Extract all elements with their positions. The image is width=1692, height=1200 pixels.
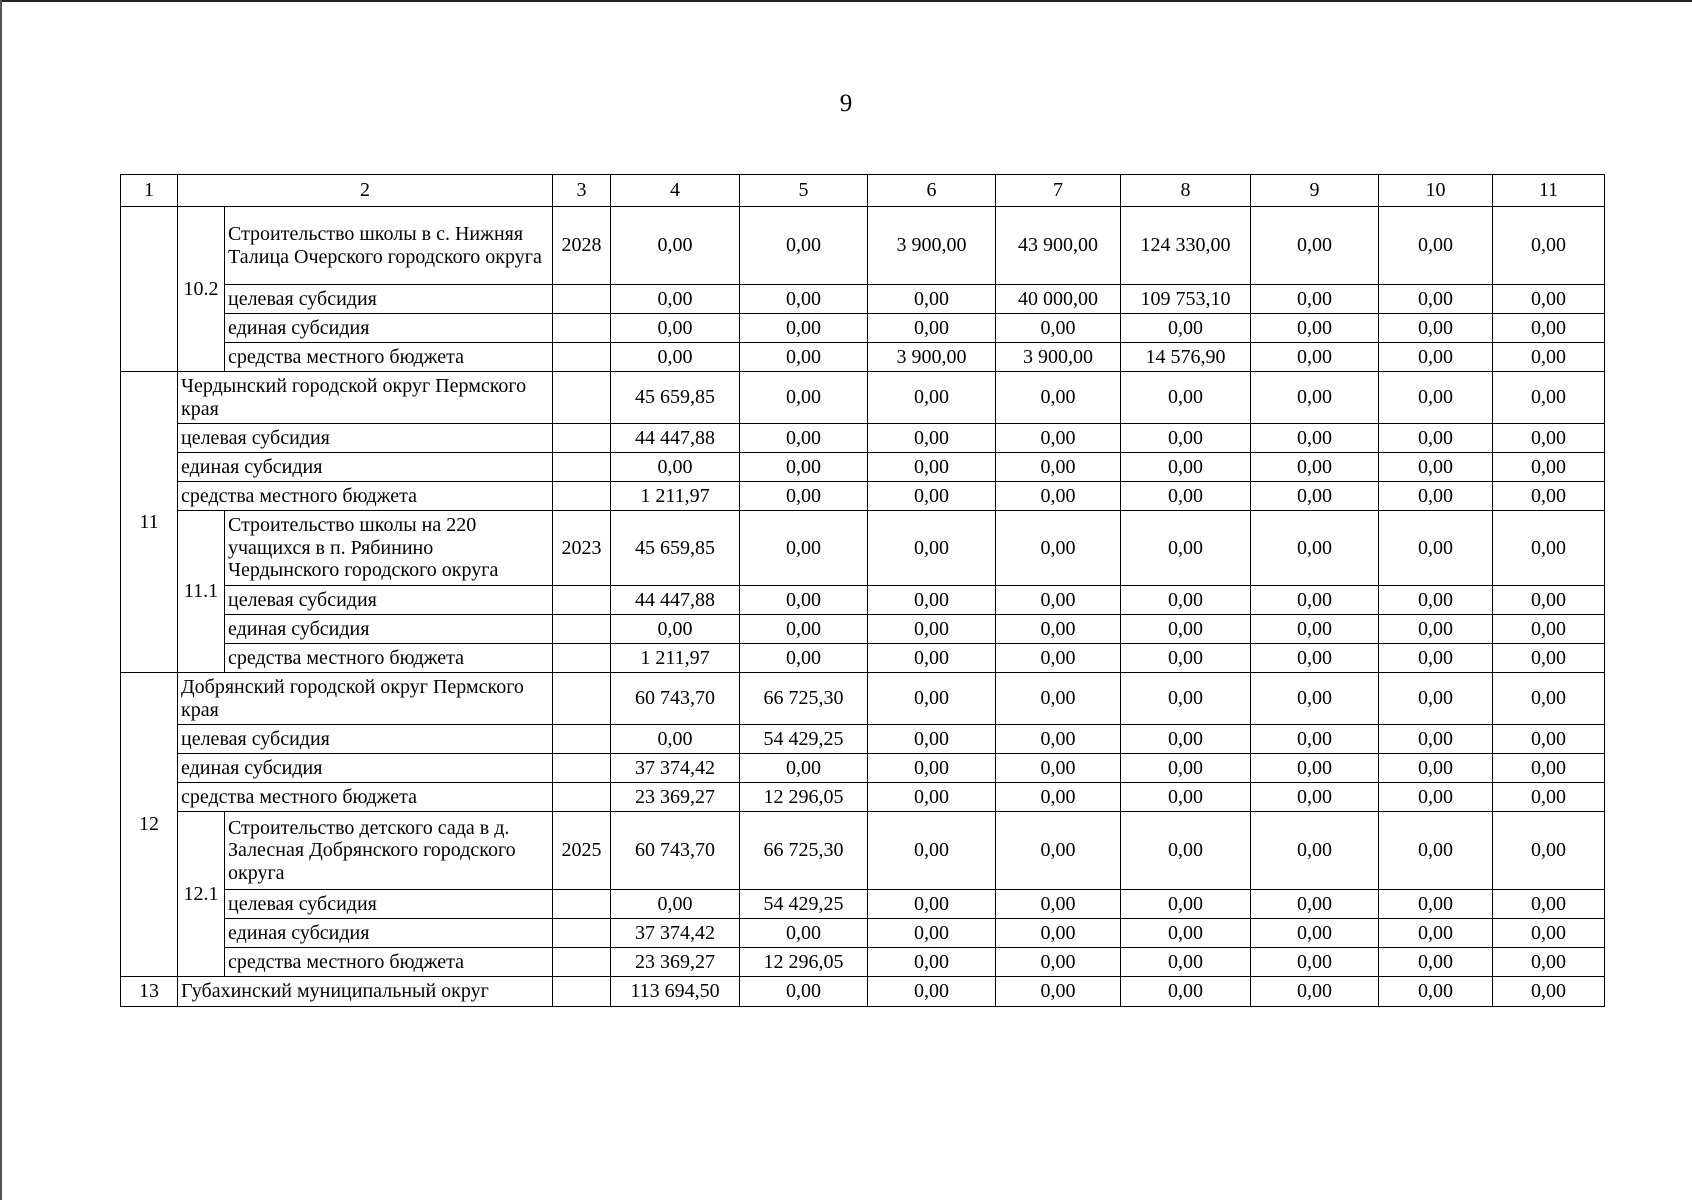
value-cell: 0,00: [1251, 453, 1379, 482]
subsection-name: Строительство школы на 220 учащихся в п. Рябинино Чердынского городского округа: [225, 511, 553, 586]
value-cell: 0,00: [1121, 372, 1251, 424]
subsection-number: 11.1: [178, 511, 225, 673]
value-cell: 0,00: [1379, 644, 1493, 673]
value-cell: 0,00: [740, 343, 868, 372]
year-cell: [553, 725, 611, 754]
value-cell: 0,00: [868, 314, 996, 343]
value-cell: 0,00: [1121, 673, 1251, 725]
year-cell: [553, 615, 611, 644]
value-cell: 0,00: [1251, 207, 1379, 285]
value-cell: 0,00: [996, 586, 1121, 615]
value-cell: 0,00: [1121, 754, 1251, 783]
value-cell: 0,00: [996, 424, 1121, 453]
funding-source-label: единая субсидия: [225, 919, 553, 948]
funding-row: [121, 615, 1605, 644]
value-cell: 0,00: [1379, 482, 1493, 511]
value-cell: 0,00: [1121, 783, 1251, 812]
value-cell: 0,00: [740, 919, 868, 948]
value-cell: 0,00: [740, 424, 868, 453]
group-number: 13: [121, 977, 178, 1007]
value-cell: 0,00: [1121, 644, 1251, 673]
subsection-name: Строительство детского сада в д. Залесная Добрянского городского округа: [225, 812, 553, 890]
subsection-name: Строительство школы в с. Нижняя Талица Очерского городского округа: [225, 207, 553, 285]
value-cell: 12 296,05: [740, 783, 868, 812]
value-cell: 0,00: [1121, 812, 1251, 890]
funding-row: [121, 919, 1605, 948]
value-cell: 0,00: [740, 615, 868, 644]
value-cell: 0,00: [1493, 919, 1605, 948]
value-cell: 0,00: [868, 919, 996, 948]
value-cell: 0,00: [868, 754, 996, 783]
value-cell: 0,00: [1493, 482, 1605, 511]
value-cell: 0,00: [868, 372, 996, 424]
value-cell: 0,00: [1379, 948, 1493, 977]
value-cell: 0,00: [1121, 424, 1251, 453]
scan-border-left: [0, 0, 2, 1200]
value-cell: 0,00: [1379, 977, 1493, 1007]
value-cell: 0,00: [1251, 372, 1379, 424]
subsection-row: [121, 207, 1605, 285]
value-cell: 0,00: [1251, 725, 1379, 754]
funding-row: [121, 890, 1605, 919]
year-cell: [553, 482, 611, 511]
value-cell: 0,00: [1493, 424, 1605, 453]
value-cell: 45 659,85: [611, 372, 740, 424]
funding-row: [121, 453, 1605, 482]
value-cell: 0,00: [1379, 207, 1493, 285]
value-cell: 0,00: [1251, 977, 1379, 1007]
value-cell: 0,00: [1251, 343, 1379, 372]
value-cell: 0,00: [611, 725, 740, 754]
value-cell: 0,00: [868, 511, 996, 586]
funding-source-label: целевая субсидия: [225, 890, 553, 919]
funding-row: [121, 424, 1605, 453]
value-cell: 0,00: [1493, 948, 1605, 977]
column-header: 4: [611, 175, 740, 207]
year-cell: [553, 890, 611, 919]
funding-row: [121, 948, 1605, 977]
value-cell: 0,00: [1251, 919, 1379, 948]
value-cell: 0,00: [996, 314, 1121, 343]
value-cell: 37 374,42: [611, 754, 740, 783]
value-cell: 0,00: [1251, 890, 1379, 919]
year-cell: [553, 285, 611, 314]
value-cell: 0,00: [996, 644, 1121, 673]
value-cell: 0,00: [996, 511, 1121, 586]
year-cell: [553, 372, 611, 424]
value-cell: 0,00: [1251, 586, 1379, 615]
value-cell: 44 447,88: [611, 424, 740, 453]
funding-row: [121, 586, 1605, 615]
value-cell: 0,00: [1493, 615, 1605, 644]
value-cell: 0,00: [740, 372, 868, 424]
value-cell: 3 900,00: [868, 343, 996, 372]
funding-source-label: средства местного бюджета: [225, 644, 553, 673]
funding-source-label: средства местного бюджета: [178, 482, 553, 511]
funding-row: [121, 754, 1605, 783]
value-cell: 60 743,70: [611, 673, 740, 725]
value-cell: 0,00: [740, 977, 868, 1007]
value-cell: 0,00: [1251, 424, 1379, 453]
value-cell: 0,00: [1379, 812, 1493, 890]
value-cell: 0,00: [740, 453, 868, 482]
value-cell: 109 753,10: [1121, 285, 1251, 314]
group-row: [121, 372, 1605, 424]
group-row: [121, 977, 1605, 1007]
value-cell: 0,00: [1251, 948, 1379, 977]
value-cell: 40 000,00: [996, 285, 1121, 314]
value-cell: 0,00: [868, 977, 996, 1007]
subsection-number: 10.2: [178, 207, 225, 372]
value-cell: 0,00: [1493, 343, 1605, 372]
value-cell: 0,00: [1379, 343, 1493, 372]
value-cell: 0,00: [740, 644, 868, 673]
year-cell: [553, 673, 611, 725]
value-cell: 0,00: [1493, 783, 1605, 812]
value-cell: 0,00: [1493, 285, 1605, 314]
value-cell: 0,00: [1493, 511, 1605, 586]
value-cell: 0,00: [868, 586, 996, 615]
value-cell: 43 900,00: [996, 207, 1121, 285]
value-cell: 0,00: [868, 812, 996, 890]
funding-row: [121, 783, 1605, 812]
value-cell: 0,00: [1493, 372, 1605, 424]
value-cell: 0,00: [1121, 948, 1251, 977]
value-cell: 0,00: [868, 615, 996, 644]
value-cell: 54 429,25: [740, 890, 868, 919]
funding-source-label: средства местного бюджета: [225, 343, 553, 372]
subsection-row: [121, 511, 1605, 586]
year-cell: [553, 754, 611, 783]
column-header: 6: [868, 175, 996, 207]
value-cell: 0,00: [868, 890, 996, 919]
value-cell: 0,00: [1379, 725, 1493, 754]
value-cell: 0,00: [611, 453, 740, 482]
group-row: [121, 673, 1605, 725]
year-cell: 2025: [553, 812, 611, 890]
value-cell: 23 369,27: [611, 948, 740, 977]
scan-border-top: [0, 0, 1692, 2]
year-cell: [553, 919, 611, 948]
funding-source-label: целевая субсидия: [225, 285, 553, 314]
funding-row: [121, 725, 1605, 754]
value-cell: 0,00: [1251, 285, 1379, 314]
year-cell: [553, 343, 611, 372]
value-cell: 0,00: [740, 285, 868, 314]
column-header: 10: [1379, 175, 1493, 207]
funding-row: [121, 644, 1605, 673]
value-cell: 0,00: [1379, 314, 1493, 343]
funding-source-label: целевая субсидия: [178, 725, 553, 754]
funding-row: [121, 343, 1605, 372]
column-header: 3: [553, 175, 611, 207]
value-cell: 0,00: [996, 754, 1121, 783]
funding-source-label: единая субсидия: [178, 754, 553, 783]
value-cell: 0,00: [611, 207, 740, 285]
funding-source-label: средства местного бюджета: [178, 783, 553, 812]
value-cell: 0,00: [1493, 890, 1605, 919]
year-cell: 2028: [553, 207, 611, 285]
value-cell: 0,00: [868, 673, 996, 725]
value-cell: 0,00: [1379, 511, 1493, 586]
value-cell: 0,00: [1493, 207, 1605, 285]
column-header: 8: [1121, 175, 1251, 207]
year-cell: [553, 948, 611, 977]
group-number: 11: [121, 372, 178, 673]
subsection-row: [121, 812, 1605, 890]
funding-row: [121, 482, 1605, 511]
column-header: 5: [740, 175, 868, 207]
value-cell: 0,00: [996, 453, 1121, 482]
value-cell: 0,00: [611, 314, 740, 343]
value-cell: 0,00: [1493, 812, 1605, 890]
funding-source-label: целевая субсидия: [225, 586, 553, 615]
value-cell: 60 743,70: [611, 812, 740, 890]
value-cell: 0,00: [996, 482, 1121, 511]
value-cell: 0,00: [611, 615, 740, 644]
value-cell: 0,00: [996, 948, 1121, 977]
funding-row: [121, 285, 1605, 314]
value-cell: 0,00: [1379, 424, 1493, 453]
value-cell: 0,00: [1121, 725, 1251, 754]
value-cell: 0,00: [1121, 511, 1251, 586]
value-cell: 113 694,50: [611, 977, 740, 1007]
group-name: Чердынский городской округ Пермского края: [178, 372, 553, 424]
value-cell: 0,00: [996, 372, 1121, 424]
column-header: 7: [996, 175, 1121, 207]
column-header: 1: [121, 175, 178, 207]
value-cell: 23 369,27: [611, 783, 740, 812]
value-cell: 0,00: [1379, 453, 1493, 482]
value-cell: 124 330,00: [1121, 207, 1251, 285]
column-number-row: [121, 175, 1605, 207]
value-cell: 0,00: [868, 644, 996, 673]
value-cell: 0,00: [1251, 673, 1379, 725]
year-cell: [553, 783, 611, 812]
year-cell: [553, 424, 611, 453]
column-header: 9: [1251, 175, 1379, 207]
budget-table: [120, 174, 1605, 1007]
value-cell: 0,00: [1493, 725, 1605, 754]
value-cell: 0,00: [1379, 890, 1493, 919]
value-cell: 3 900,00: [868, 207, 996, 285]
year-cell: [553, 586, 611, 615]
value-cell: 0,00: [1121, 977, 1251, 1007]
value-cell: 0,00: [1251, 314, 1379, 343]
value-cell: 0,00: [1251, 482, 1379, 511]
value-cell: 0,00: [611, 343, 740, 372]
value-cell: 0,00: [996, 977, 1121, 1007]
year-cell: [553, 644, 611, 673]
value-cell: 3 900,00: [996, 343, 1121, 372]
value-cell: 0,00: [1121, 453, 1251, 482]
value-cell: 0,00: [996, 812, 1121, 890]
value-cell: 0,00: [740, 754, 868, 783]
funding-source-label: средства местного бюджета: [225, 948, 553, 977]
budget-table-body: [121, 175, 1605, 1007]
value-cell: 0,00: [1379, 673, 1493, 725]
group-number: 12: [121, 673, 178, 977]
value-cell: 0,00: [740, 586, 868, 615]
page-number: 9: [839, 90, 853, 117]
value-cell: 1 211,97: [611, 482, 740, 511]
value-cell: 0,00: [1251, 644, 1379, 673]
value-cell: 0,00: [1379, 285, 1493, 314]
value-cell: 0,00: [1121, 586, 1251, 615]
value-cell: 0,00: [1379, 615, 1493, 644]
value-cell: 0,00: [1121, 890, 1251, 919]
value-cell: 0,00: [611, 285, 740, 314]
funding-source-label: целевая субсидия: [178, 424, 553, 453]
value-cell: 0,00: [1379, 783, 1493, 812]
group-name: Губахинский муниципальный округ: [178, 977, 553, 1007]
funding-source-label: единая субсидия: [178, 453, 553, 482]
value-cell: 0,00: [1493, 754, 1605, 783]
value-cell: 1 211,97: [611, 644, 740, 673]
value-cell: 0,00: [1493, 673, 1605, 725]
value-cell: 0,00: [1251, 812, 1379, 890]
value-cell: 66 725,30: [740, 673, 868, 725]
value-cell: 0,00: [1493, 644, 1605, 673]
year-cell: [553, 453, 611, 482]
value-cell: 0,00: [868, 453, 996, 482]
value-cell: 0,00: [1251, 615, 1379, 644]
year-cell: [553, 314, 611, 343]
column-header: 2: [178, 175, 553, 207]
value-cell: 0,00: [868, 783, 996, 812]
value-cell: 0,00: [996, 783, 1121, 812]
value-cell: 12 296,05: [740, 948, 868, 977]
funding-source-label: единая субсидия: [225, 314, 553, 343]
value-cell: 14 576,90: [1121, 343, 1251, 372]
group-number: [121, 207, 178, 372]
value-cell: 0,00: [1121, 615, 1251, 644]
value-cell: 0,00: [996, 615, 1121, 644]
value-cell: 0,00: [740, 314, 868, 343]
column-header: 11: [1493, 175, 1605, 207]
value-cell: 0,00: [868, 725, 996, 754]
value-cell: 0,00: [996, 673, 1121, 725]
value-cell: 0,00: [996, 890, 1121, 919]
value-cell: 0,00: [1493, 314, 1605, 343]
value-cell: 0,00: [1493, 977, 1605, 1007]
group-name: Добрянский городской округ Пермского края: [178, 673, 553, 725]
value-cell: 0,00: [611, 890, 740, 919]
value-cell: 0,00: [868, 482, 996, 511]
value-cell: 0,00: [1251, 511, 1379, 586]
value-cell: 0,00: [868, 285, 996, 314]
value-cell: 0,00: [868, 948, 996, 977]
subsection-number: 12.1: [178, 812, 225, 977]
year-cell: 2023: [553, 511, 611, 586]
value-cell: 0,00: [1493, 453, 1605, 482]
value-cell: 0,00: [1121, 314, 1251, 343]
funding-source-label: единая субсидия: [225, 615, 553, 644]
value-cell: 37 374,42: [611, 919, 740, 948]
value-cell: 0,00: [1251, 754, 1379, 783]
value-cell: 0,00: [1121, 482, 1251, 511]
value-cell: 54 429,25: [740, 725, 868, 754]
value-cell: 45 659,85: [611, 511, 740, 586]
year-cell: [553, 977, 611, 1007]
value-cell: 0,00: [996, 919, 1121, 948]
value-cell: 0,00: [1379, 372, 1493, 424]
value-cell: 66 725,30: [740, 812, 868, 890]
value-cell: 0,00: [996, 725, 1121, 754]
value-cell: 0,00: [1379, 754, 1493, 783]
funding-row: [121, 314, 1605, 343]
value-cell: 0,00: [1493, 586, 1605, 615]
value-cell: 0,00: [740, 511, 868, 586]
value-cell: 0,00: [740, 207, 868, 285]
value-cell: 0,00: [868, 424, 996, 453]
value-cell: 0,00: [1121, 919, 1251, 948]
value-cell: 0,00: [1251, 783, 1379, 812]
value-cell: 0,00: [1379, 586, 1493, 615]
value-cell: 0,00: [740, 482, 868, 511]
value-cell: 44 447,88: [611, 586, 740, 615]
value-cell: 0,00: [1379, 919, 1493, 948]
